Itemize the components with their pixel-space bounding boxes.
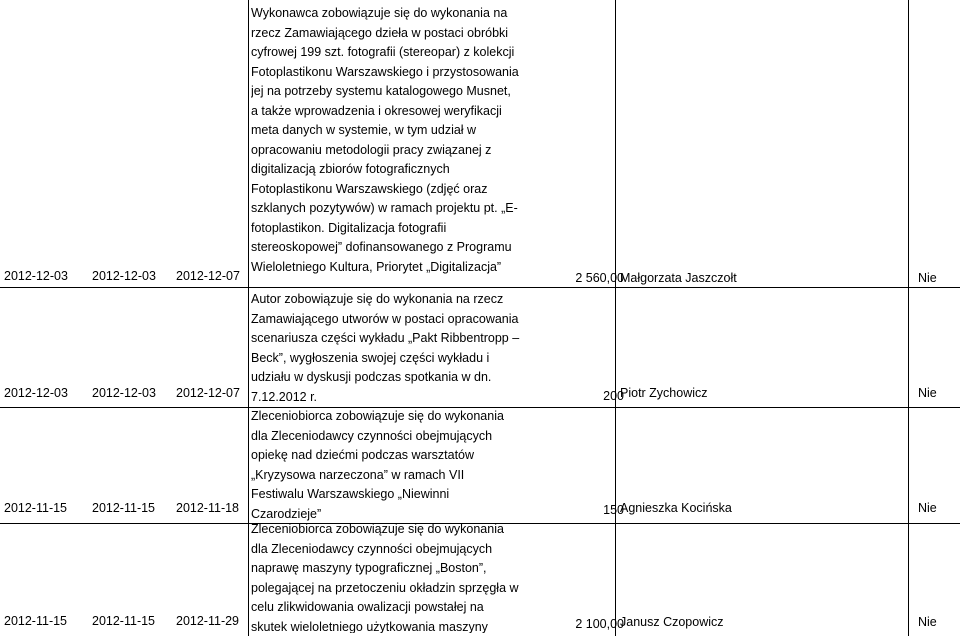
description-line: opiekę nad dziećmi podczas warsztatów — [251, 448, 475, 462]
description-line: udziału w dyskusji podczas spotkania w dn. — [251, 370, 492, 384]
contractor-name: Małgorzata Jaszczołt — [620, 271, 737, 285]
description-line: Beck”, wygłoszenia swojej części wykładu i — [251, 350, 490, 365]
description-line: scenariusza części wykładu „Pakt Ribbentropp – — [251, 331, 520, 345]
end-date: 2012-11-18 — [176, 501, 240, 515]
contractor-name: Janusz Czopowicz — [620, 615, 724, 629]
amount: 2 100,00 — [575, 617, 624, 631]
description-line: 7.12.2012 r. — [251, 389, 318, 404]
description-cell — [251, 290, 551, 407]
start-date: 2012-11-15 — [4, 614, 68, 628]
start-date: 2012-12-03 — [4, 386, 68, 400]
description-line: Festiwalu Warszawskiego „Niewinni — [251, 487, 450, 501]
description-line: Zamawiającego utworów w postaci opracowania — [251, 311, 519, 326]
table-row — [0, 407, 960, 523]
description-cell — [251, 4, 551, 277]
table-row — [0, 0, 960, 287]
description-line: cyfrowej 199 szt. fotografii (stereopar) z kolekcji — [251, 45, 515, 59]
table-row — [0, 287, 960, 407]
description-line: celu zlikwidowania owalizacji powstałej na — [251, 600, 484, 614]
description-line: digitalizacją zbiorów fotograficznych — [251, 162, 450, 176]
description-line: Fotoplastikonu Warszawskiego i przystosowania — [251, 64, 519, 79]
table-row — [0, 523, 960, 636]
amount: 150 — [603, 503, 624, 517]
flag-value: Nie — [918, 615, 937, 629]
description-cell — [251, 407, 551, 523]
sign-date: 2012-12-03 — [92, 386, 156, 400]
description-line: a także wprowadzenia i okresowej weryfikacji — [251, 103, 502, 118]
description-line: Zleceniobiorca zobowiązuje się do wykonania — [251, 409, 504, 423]
end-date: 2012-12-07 — [176, 386, 240, 400]
start-date: 2012-11-15 — [4, 501, 68, 515]
description-line: dla Zleceniodawcy czynności obejmujących — [251, 428, 493, 443]
description-line: Wykonawca zobowiązuje się do wykonania na — [251, 6, 508, 20]
description-line: opracowaniu metodologii pracy związanej z — [251, 142, 492, 157]
description-line: szklanych pozytywów) w ramach projektu pt. „E- — [251, 201, 518, 215]
description-line: „Kryzysowa narzeczona” w ramach VII — [251, 467, 465, 482]
description-line: rzecz Zamawiającego dzieła w postaci obróbki — [251, 25, 509, 40]
description-line: fotoplastikon. Digitalizacja fotografii — [251, 220, 447, 235]
description-line: stereoskopowej” dofinansowanego z Programu — [251, 240, 512, 254]
description-line: jej na potrzeby systemu katalogowego Musnet, — [251, 84, 511, 98]
description-line: Czarodzieje” — [251, 506, 322, 521]
description-line: naprawę maszyny typograficznej „Boston”, — [251, 561, 487, 575]
description-line: skutek wieloletniego użytkowania maszyny — [251, 619, 488, 633]
sign-date: 2012-11-15 — [92, 501, 156, 515]
description-line: Wieloletniego Kultura, Priorytet „Digitalizacja” — [251, 259, 502, 274]
sign-date: 2012-12-03 — [92, 269, 156, 283]
description-line: Autor zobowiązuje się do wykonania na rzecz — [251, 292, 504, 306]
flag-value: Nie — [918, 501, 937, 515]
description-line: dla Zleceniodawcy czynności obejmujących — [251, 541, 493, 556]
flag-value: Nie — [918, 386, 937, 400]
description-line: polegającej na przetoczeniu okładzin sprzęgła w — [251, 580, 519, 595]
description-line: meta danych w systemie, w tym udział w — [251, 123, 477, 137]
end-date: 2012-11-29 — [176, 614, 240, 628]
contractor-name: Piotr Zychowicz — [620, 386, 708, 400]
end-date: 2012-12-07 — [176, 269, 240, 283]
flag-value: Nie — [918, 271, 937, 285]
contractor-name: Agnieszka Kocińska — [620, 501, 732, 515]
amount: 2 560,00 — [575, 271, 624, 285]
description-line: Zleceniobiorca zobowiązuje się do wykonania — [251, 522, 504, 536]
amount: 200 — [603, 389, 624, 403]
sign-date: 2012-11-15 — [92, 614, 156, 628]
start-date: 2012-12-03 — [4, 269, 68, 283]
description-line: Fotoplastikonu Warszawskiego (zdjęć oraz — [251, 181, 488, 196]
description-cell — [251, 520, 551, 633]
